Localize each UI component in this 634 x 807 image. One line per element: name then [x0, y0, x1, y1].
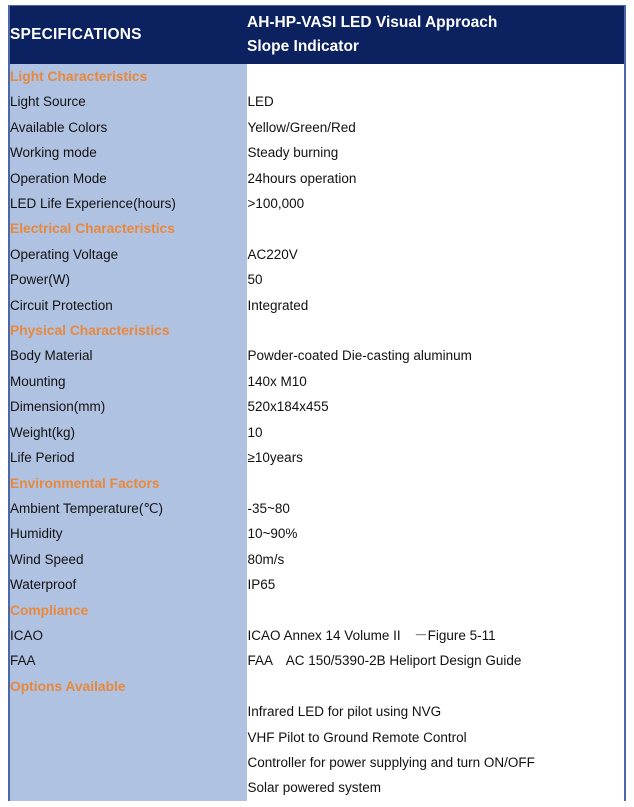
section-heading-row	[10, 471, 624, 496]
spec-value: IP65	[247, 572, 624, 597]
spec-value: FAA AC 150/5390-2B Heliport Design Guide	[247, 648, 624, 673]
table-row	[10, 369, 624, 394]
spec-label: Mounting	[10, 369, 247, 394]
table-row	[10, 699, 624, 724]
spec-label: Operation Mode	[10, 166, 247, 191]
section-heading-label: Environmental Factors	[10, 471, 247, 496]
spec-label: Operating Voltage	[10, 242, 247, 267]
product-title-header	[247, 6, 624, 64]
spec-label: Waterproof	[10, 572, 247, 597]
spec-value: 24hours operation	[247, 166, 624, 191]
table-row	[10, 115, 624, 140]
spec-value: AC220V	[247, 242, 624, 267]
spec-value: 140x M10	[247, 369, 624, 394]
section-heading-label: Physical Characteristics	[10, 318, 247, 343]
table-row	[10, 242, 624, 267]
spec-label: Humidity	[10, 521, 247, 546]
section-heading-row	[10, 64, 624, 89]
section-heading-row	[10, 216, 624, 241]
spec-value	[247, 598, 624, 623]
specifications-table-body	[10, 6, 624, 801]
table-row	[10, 775, 624, 800]
spec-label: Power(W)	[10, 267, 247, 292]
spec-label: Life Period	[10, 445, 247, 470]
spec-value: 80m/s	[247, 547, 624, 572]
spec-value: Infrared LED for pilot using NVG	[247, 699, 624, 724]
spec-value: Controller for power supplying and turn ON/OFF	[247, 750, 624, 775]
table-row	[10, 394, 624, 419]
spec-value: 10~90%	[247, 521, 624, 546]
table-row	[10, 166, 624, 191]
table-row	[10, 496, 624, 521]
spec-value	[247, 64, 624, 89]
spec-value: 10	[247, 420, 624, 445]
table-row	[10, 140, 624, 165]
spec-value	[247, 471, 624, 496]
product-title-line-2: Slope Indicator	[247, 38, 359, 55]
spec-label: Circuit Protection	[10, 293, 247, 318]
specifications-table	[10, 6, 624, 801]
table-row	[10, 343, 624, 368]
section-heading-label: Options Available	[10, 674, 247, 699]
table-row	[10, 267, 624, 292]
table-row	[10, 420, 624, 445]
section-heading-label: Light Characteristics	[10, 64, 247, 89]
table-row	[10, 547, 624, 572]
spec-label	[10, 750, 247, 775]
section-heading-row	[10, 318, 624, 343]
spec-value: ICAO Annex 14 Volume II －Figure 5-11	[247, 623, 624, 648]
spec-value: Steady burning	[247, 140, 624, 165]
spec-label: Wind Speed	[10, 547, 247, 572]
spec-label: Body Material	[10, 343, 247, 368]
spec-value	[247, 216, 624, 241]
section-heading-row	[10, 674, 624, 699]
table-row	[10, 623, 624, 648]
spec-value: Integrated	[247, 293, 624, 318]
table-row	[10, 750, 624, 775]
table-row	[10, 445, 624, 470]
spec-label: LED Life Experience(hours)	[10, 191, 247, 216]
spec-label	[10, 699, 247, 724]
section-heading-label: Compliance	[10, 598, 247, 623]
table-row	[10, 572, 624, 597]
spec-label: Available Colors	[10, 115, 247, 140]
table-row	[10, 191, 624, 216]
spec-value: 520x184x455	[247, 394, 624, 419]
spec-value	[247, 318, 624, 343]
table-row	[10, 89, 624, 114]
spec-label	[10, 775, 247, 800]
spec-value	[247, 674, 624, 699]
section-heading-label: Electrical Characteristics	[10, 216, 247, 241]
spec-value: VHF Pilot to Ground Remote Control	[247, 725, 624, 750]
product-title-line-1: AH-HP-VASI LED Visual Approach	[247, 13, 498, 31]
spec-label: Weight(kg)	[10, 420, 247, 445]
specifications-header-label: SPECIFICATIONS	[10, 6, 247, 64]
spec-value: -35~80	[247, 496, 624, 521]
spec-value: >100,000	[247, 191, 624, 216]
table-row	[10, 725, 624, 750]
spec-value: LED	[247, 89, 624, 114]
spec-value: ≥10years	[247, 445, 624, 470]
spec-label: Ambient Temperature(℃)	[10, 496, 247, 521]
table-header-row	[10, 6, 624, 64]
spec-label: FAA	[10, 648, 247, 673]
spec-label: Working mode	[10, 140, 247, 165]
spec-value: Powder-coated Die-casting aluminum	[247, 343, 624, 368]
table-row	[10, 648, 624, 673]
spec-label	[10, 725, 247, 750]
spec-value: 50	[247, 267, 624, 292]
spec-value: Solar powered system	[247, 775, 624, 800]
table-row	[10, 293, 624, 318]
table-row	[10, 521, 624, 546]
specification-sheet	[8, 5, 626, 801]
spec-value: Yellow/Green/Red	[247, 115, 624, 140]
spec-label: ICAO	[10, 623, 247, 648]
section-heading-row	[10, 598, 624, 623]
spec-label: Light Source	[10, 89, 247, 114]
spec-label: Dimension(mm)	[10, 394, 247, 419]
